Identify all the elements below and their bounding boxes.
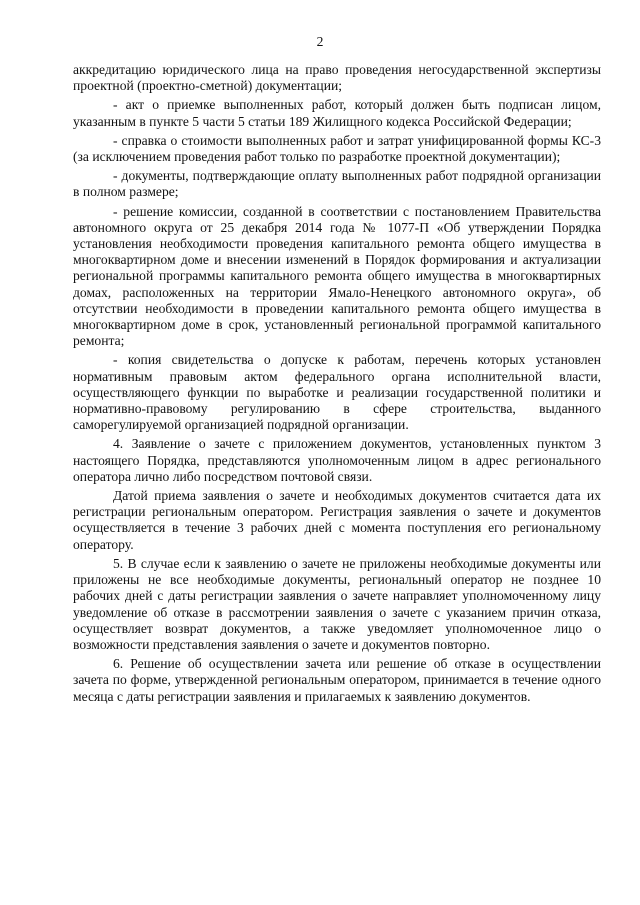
paragraph-acceptance-date: Датой приема заявления о зачете и необходимых документов считается дата их регистрации региональным оператором. Регистрация заявления о зачете и документов осуществляется в течение 3 рабочих дней с момента поступления его региональному оператору. bbox=[73, 488, 601, 552]
paragraph-admission-certificate: - копия свидетельства о допуске к работам, перечень которых установлен нормативным правовым актом федерального органа исполнительной власти, осуществляющего функции по выработке и реализации государственной политики и нормативно-правовому регулированию в сфере строительства, выданного саморегулируемой организацией подрядной организации. bbox=[73, 352, 601, 433]
paragraph-payment-documents: - документы, подтверждающие оплату выполненных работ подрядной организации в полном размере; bbox=[73, 168, 601, 200]
paragraph-ks3-statement: - справка о стоимости выполненных работ и затрат унифицированной формы КС-3 (за исключением проведения работ только по разработке проектной документации); bbox=[73, 132, 601, 165]
paragraph-act-acceptance: - акт о приемке выполненных работ, который должен быть подписан лицом, указанным в пункте 5 части 5 статьи 189 Жилищного кодекса Российской Федерации; bbox=[73, 97, 601, 129]
paragraph-commission-decision: - решение комиссии, созданной в соответствии с постановлением Правительства автономного округа от 25 декабря 2014 года № 1077-П «Об утверждении Порядка установления необходимости проведения капитального ремонта общего имущества в многоквартирном доме и внесении изменений в Порядок формирования и актуализации региональной программы капитального ремонта общего имущества в многоквартирных домах, расположенных на территории Ямало-Ненецкого автономного округа», об отсутствии необходимости в проведении капитального ремонта общего имущества в многоквартирном доме в срок, установленный региональной программой капитального ремонта; bbox=[73, 203, 601, 349]
page-number: 2 bbox=[316, 34, 324, 49]
paragraph-item-5: 5. В случае если к заявлению о зачете не приложены необходимые документы или приложены не все необходимые документы, региональный оператор не позднее 10 рабочих дней с даты регистрации заявления о зачете направляет уполномоченному лицу уведомление об отказе в рассмотрении заявления о зачете с указанием причин отказа, осуществляет возврат документов, а также уведомляет уполномоченное лицо о возможности представления заявления о зачете и документов повторно. bbox=[73, 555, 601, 652]
paragraph-continuation: аккредитацию юридического лица на право проведения негосударственной экспертизы проектной (проектно-сметной) документации; bbox=[73, 62, 601, 94]
paragraph-item-6: 6. Решение об осуществлении зачета или решение об отказе в осуществлении зачета по форме, утвержденной региональным оператором, принимается в течение одного месяца с даты регистрации заявления и прилагаемых к заявлению документов. bbox=[73, 656, 601, 704]
paragraph-item-4: 4. Заявление о зачете с приложением документов, установленных пунктом 3 настоящего Порядка, представляются уполномоченным лицом в адрес регионального оператора лично либо посредством почтовой связи. bbox=[73, 436, 601, 484]
document-body bbox=[73, 62, 601, 708]
